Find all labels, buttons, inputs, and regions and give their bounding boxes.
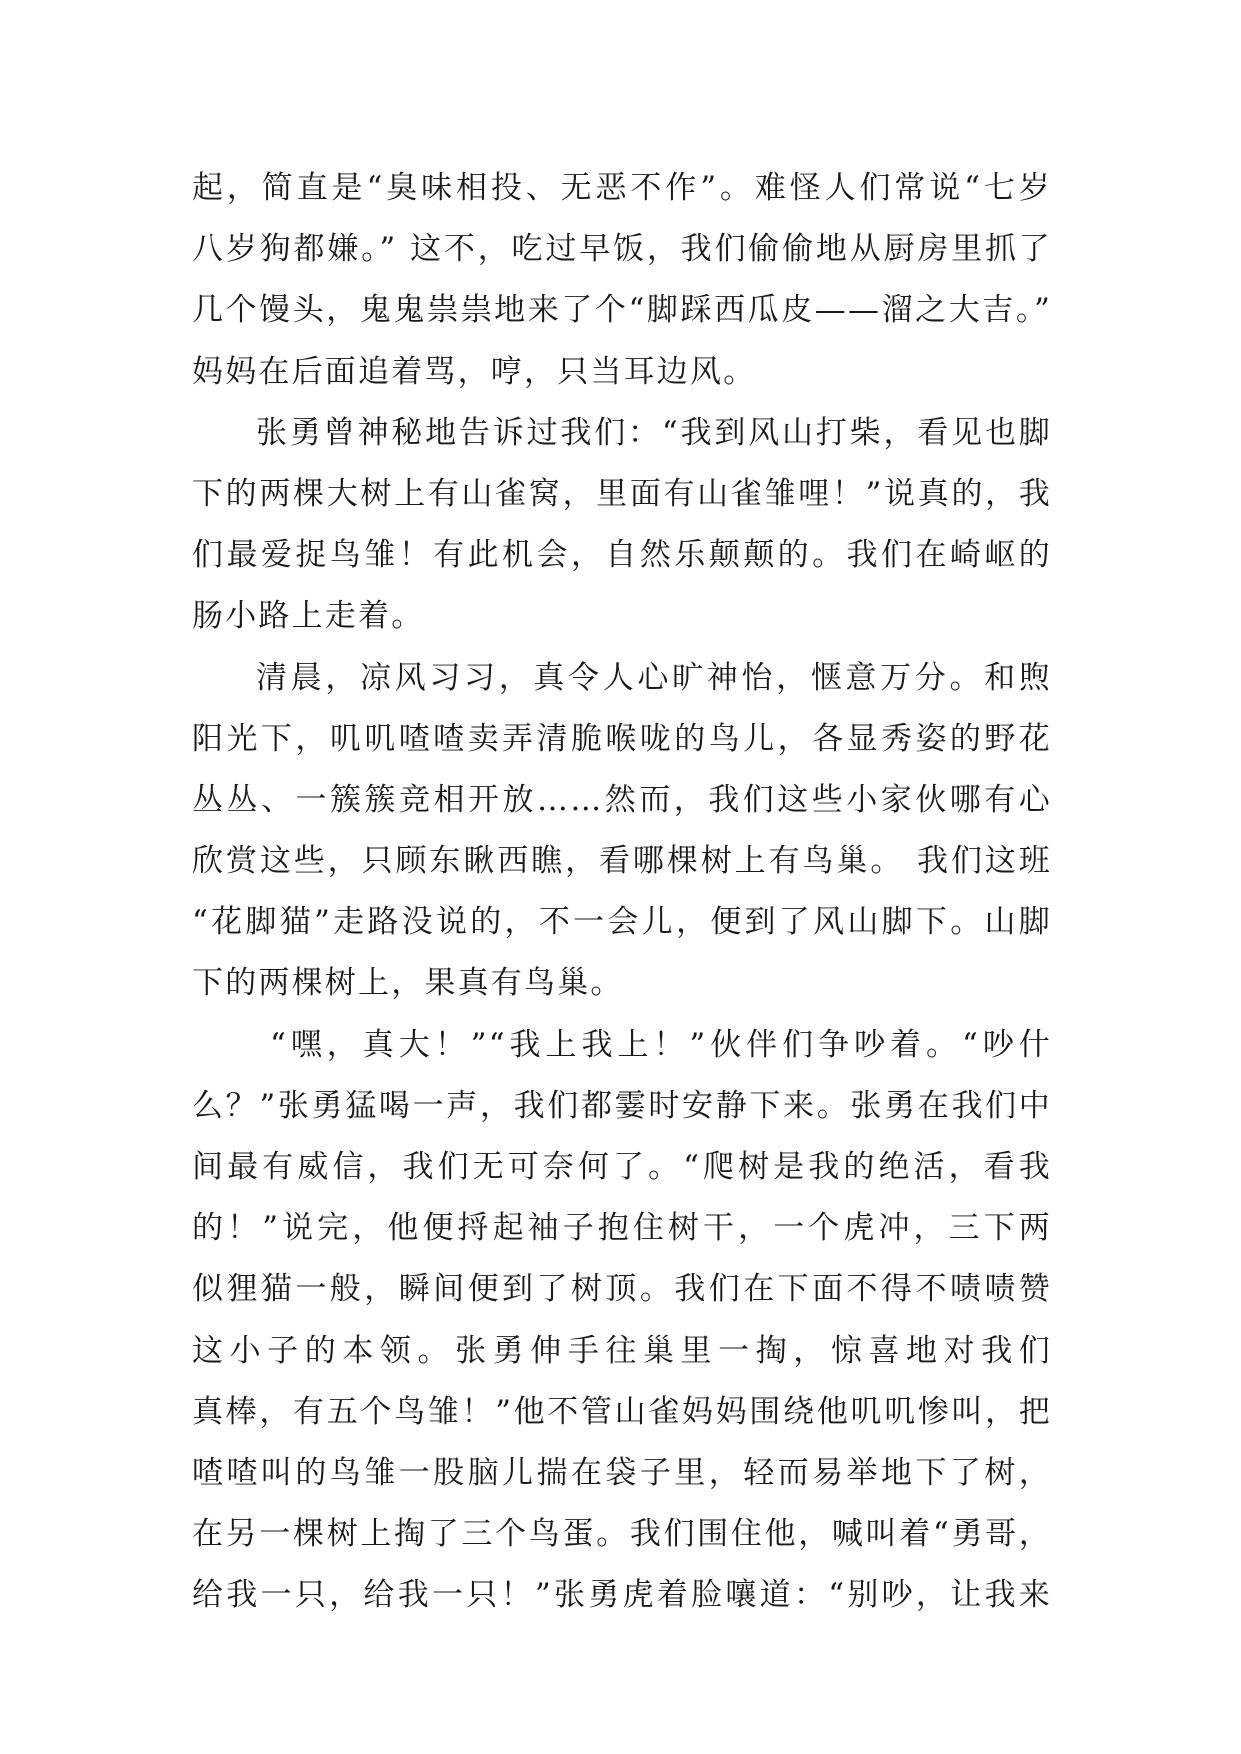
text-line: 下的两棵树上，果真有鸟巢。 — [192, 965, 624, 1002]
text-line: 肠小路上走着。 — [192, 598, 425, 635]
body-text — [192, 158, 1052, 1627]
paragraph-first-line: 张勇曾神秘地告诉过我们：“我到风山打柴，看见也脚 — [256, 414, 1052, 451]
text-line: 给我一只，给我一只！”张勇虎着脸嚷道：“别吵，让我来 — [192, 1577, 1052, 1614]
text-line: 八岁狗都嫌。” 这不，吃过早饭，我们偷偷地从厨房里抓了 — [192, 231, 1052, 268]
text-line: 的！”说完，他便捋起袖子抱住树干，一个虎冲，三下两 — [192, 1210, 1052, 1247]
text-line: 喳喳叫的鸟雏一股脑儿揣在袋子里，轻而易举地下了树， — [192, 1454, 1052, 1491]
text-line: 间最有威信，我们无可奈何了。“爬树是我的绝活，看我 — [192, 1149, 1052, 1185]
text-line: 妈妈在后面追着骂，哼，只当耳边风。 — [192, 353, 757, 390]
text-line: 这小子的本领。张勇伸手往巢里一掏，惊喜地对我们 — [192, 1332, 1052, 1369]
text-line: 起，简直是“臭味相投、无恶不作”。难怪人们常说“七岁 — [192, 170, 1052, 206]
paragraph-first-line: 清晨，凉风习习，真令人心旷神怡，惬意万分。和煦 — [256, 659, 1052, 696]
text-line: “花脚猫”走路没说的，不一会儿，便到了风山脚下。山脚 — [192, 904, 1052, 941]
text-line: 真棒，有五个鸟雏！”他不管山雀妈妈围绕他叽叽惨叫，把 — [192, 1393, 1052, 1430]
text-line: 阳光下，叽叽喳喳卖弄清脆喉咙的鸟儿，各显秀姿的野花 — [192, 720, 1052, 757]
text-line: 下的两棵大树上有山雀窝，里面有山雀雏哩！”说真的，我 — [192, 475, 1052, 512]
text-line: 丛丛、一簇簇竞相开放……然而，我们这些小家伙哪有心 — [192, 781, 1052, 818]
text-line: 几个馒头，鬼鬼祟祟地来了个“脚踩西瓜皮——溜之大吉。” — [192, 292, 1052, 329]
text-line: 欣赏这些，只顾东瞅西瞧，看哪棵树上有鸟巢。 我们这班 — [192, 843, 1052, 880]
text-line: 似狸猫一般，瞬间便到了树顶。我们在下面不得不啧啧赞 — [192, 1271, 1052, 1308]
text-line: 们最爱捉鸟雏！有此机会，自然乐颠颠的。我们在崎岖的 — [192, 537, 1052, 574]
text-line: 在另一棵树上掏了三个鸟蛋。我们围住他，喊叫着“勇哥， — [192, 1516, 1052, 1553]
text-line: 么？”张勇猛喝一声，我们都霎时安静下来。张勇在我们中 — [192, 1087, 1052, 1124]
paragraph-first-line: “嘿，真大！”“我上我上！”伙伴们争吵着。“吵什 — [270, 1026, 1052, 1063]
